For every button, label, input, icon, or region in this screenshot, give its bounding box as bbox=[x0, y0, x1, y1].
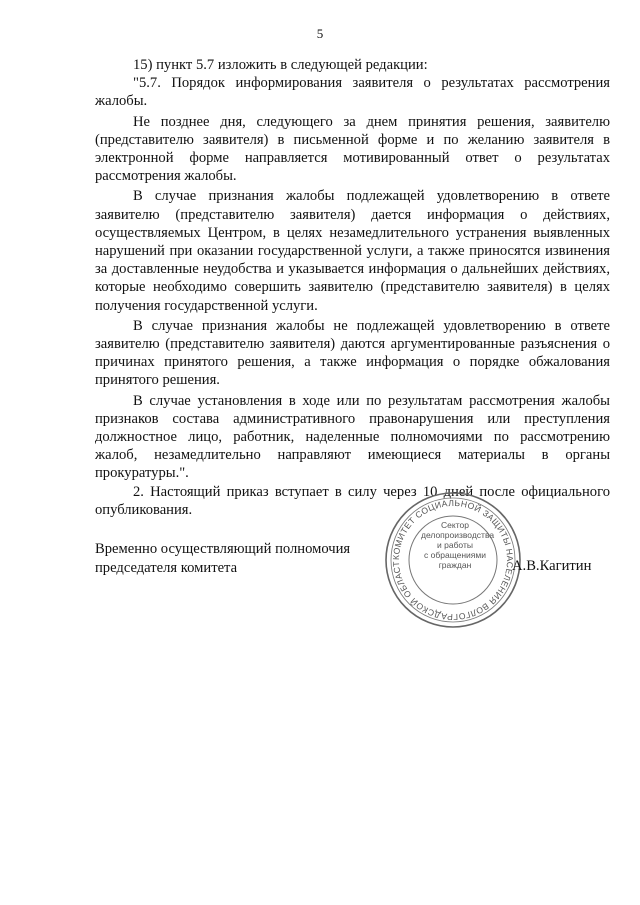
stamp-inner-text bbox=[421, 520, 495, 570]
stamp-inner-line-1: Сектор bbox=[441, 520, 469, 530]
paragraph-3: Не позднее дня, следующего за днем принятия решения, заявителю (представителю заявителя) в письменной форме и по желанию заявителя в электронной форме направляется мотивированный ответ о результатах рассмотрения жалобы. bbox=[95, 113, 610, 185]
stamp-inner-line-3: и работы bbox=[437, 540, 473, 550]
paragraph-5: В случае признания жалобы не подлежащей удовлетворению в ответе заявителю (представителю заявителя) даются аргументированные разъяснения о причинах принятого решения, а также информация о порядке обжалования принятого решения. bbox=[95, 317, 610, 389]
paragraph-6: В случае установления в ходе или по результатам рассмотрения жалобы признаков состава административного правонарушения или преступления должностное лицо, работник, наделенные полномочиями по рассмотрению жалоб, незамедлительно направляют имеющиеся материалы в органы прокуратуры.". bbox=[95, 392, 610, 482]
page-number: 5 bbox=[316, 26, 324, 41]
signature-title-line-2: председателя комитета bbox=[95, 560, 238, 576]
paragraph-4: В случае признания жалобы подлежащей удовлетворению в ответе заявителю (представителю заявителя) дается информация о действиях, осуществляемых Центром, в целях незамедлительного устранения выявленных нарушений при оказании государственной услуги, а также приносятся извинения за доставленные неудобства и указывается информация о дальнейших действиях, которые необходимо совершить заявителю (представителю заявителя) в целях получения государственной услуги. bbox=[95, 188, 610, 314]
signer-name: А.В.Кагитин bbox=[512, 558, 592, 574]
stamp-inner-line-4: с обращениями bbox=[424, 550, 486, 560]
stamp-inner-line-5: граждан bbox=[438, 560, 472, 570]
body-text bbox=[95, 56, 610, 519]
signature-title-line-1: Временно осуществляющий полномочия bbox=[95, 541, 351, 557]
signature-title bbox=[95, 540, 350, 578]
paragraph-7: 2. Настоящий приказ вступает в силу через 10 дней после официального опубликования. bbox=[95, 483, 610, 518]
stamp-inner-line-2: делопроизводства bbox=[421, 530, 495, 540]
official-stamp bbox=[383, 490, 523, 630]
paragraph-1: 15) пункт 5.7 изложить в следующей редакции: bbox=[133, 57, 428, 73]
stamp-ring-text: КОМИТЕТ СОЦИАЛЬНОЙ ЗАЩИТЫ НАСЕЛЕНИЯ ВОЛГОГРАДСКОЙ ОБЛАСТ bbox=[390, 497, 516, 623]
paragraph-2: "5.7. Порядок информирования заявителя о результатах рассмотрения жалобы. bbox=[95, 75, 610, 110]
